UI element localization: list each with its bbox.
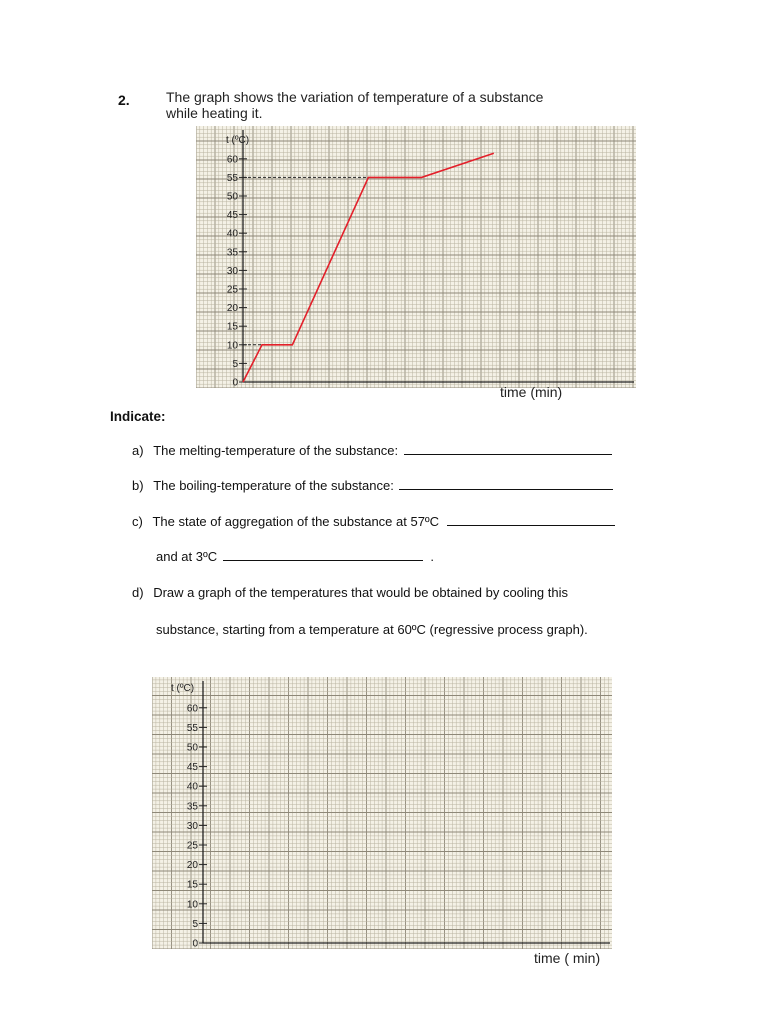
item-b [132,478,613,493]
item-c-text: The state of aggregation of the substance at 57ºC [152,514,440,529]
y-axis-label: t (ºC) [171,683,195,694]
item-c [132,514,615,529]
y-tick-label: 60 [226,154,238,166]
indicate-heading: Indicate: [110,409,166,424]
item-a [132,443,612,458]
y-tick-label: 55 [226,172,238,184]
prompt-line-1: The graph shows the variation of temperature of a substance [166,89,544,105]
item-d-marker: d) [132,585,144,600]
y-tick-label: 0 [192,938,198,949]
y-tick-label: 20 [186,860,198,872]
item-c-answer-blank[interactable] [447,514,615,526]
y-tick-label: 40 [226,228,238,240]
item-c2-text: and at 3ºC [156,549,218,564]
y-tick-label: 50 [226,191,238,203]
item-c2-period: . [430,549,434,564]
item-c2 [156,549,434,564]
item-a-text: The melting-temperature of the substance: [153,443,399,458]
y-tick-label: 25 [226,284,238,296]
y-tick-label: 5 [232,358,238,370]
heating-graph [196,126,636,388]
item-c2-answer-blank[interactable] [223,549,423,561]
y-tick-label: 15 [186,879,198,891]
x-axis-label-1: time (min) [500,384,563,400]
y-tick-label: 45 [226,210,238,222]
question-number: 2. [118,92,130,108]
question-prompt [166,89,543,121]
graph-paper-background [196,126,636,388]
y-tick-label: 10 [226,340,238,352]
y-tick-label: 10 [186,899,198,911]
item-b-answer-blank[interactable] [399,478,613,490]
item-b-text: The boiling-temperature of the substance: [153,478,394,493]
item-d [132,585,568,600]
y-tick-label: 55 [186,722,198,734]
y-tick-label: 15 [226,321,238,333]
y-tick-label: 30 [226,265,238,277]
y-tick-label: 5 [192,918,198,930]
y-tick-label: 25 [186,840,198,852]
item-b-marker: b) [132,478,144,493]
item-d-text-line-1: Draw a graph of the temperatures that would be obtained by cooling this [153,585,568,600]
y-tick-label: 40 [186,781,198,793]
x-axis-label-2: time ( min) [534,950,601,966]
item-d-line-2: substance, starting from a temperature at 60ºC (regressive process graph). [156,622,588,637]
prompt-line-2: while heating it. [166,105,263,121]
y-axis-label: t (ºC) [226,135,250,146]
y-tick-label: 45 [186,762,198,774]
item-c-marker: c) [132,514,143,529]
y-tick-label: 30 [186,820,198,832]
y-tick-label: 0 [232,377,238,388]
item-a-answer-blank[interactable] [404,443,612,455]
cooling-graph-blank[interactable] [152,677,612,949]
y-tick-label: 35 [226,247,238,259]
y-tick-label: 50 [186,742,198,754]
y-tick-label: 20 [226,303,238,315]
item-a-marker: a) [132,443,144,458]
y-tick-label: 60 [186,703,198,715]
y-tick-label: 35 [186,801,198,813]
